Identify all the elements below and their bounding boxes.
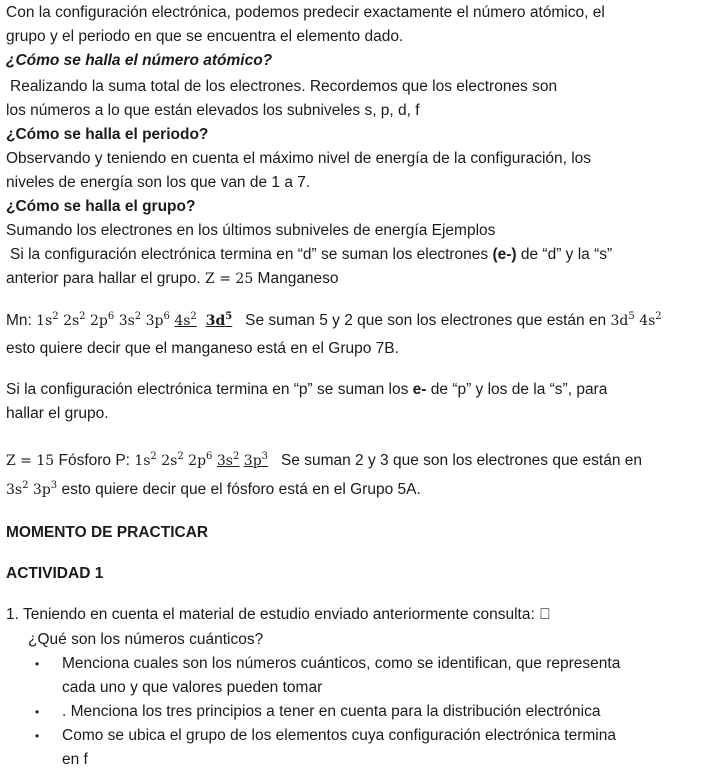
group-line-1: Sumando los electrones en los últimos subniveles de energía Ejemplos xyxy=(6,222,496,239)
atomic-number-heading: ¿Cómo se halla el número atómico? xyxy=(6,52,273,69)
period-heading: ¿Cómo se halla el periodo? xyxy=(6,126,209,143)
p-electron-configuration xyxy=(134,453,268,469)
p-rule-line-2: hallar el grupo. xyxy=(6,405,109,422)
bullet-1-line-1: Menciona cuales son los números cuánticos, como se identifican, que representa xyxy=(62,655,621,672)
bullet-icon: • xyxy=(35,729,40,743)
atomic-line-1: Realizando la suma total de los electrones. Recordemos que los electrones son xyxy=(10,78,558,95)
quantum-question: ¿Qué son los números cuánticos? xyxy=(28,631,264,648)
activity-item-1: 1. Teniendo en cuenta el material de estudio enviado anteriormente consulta: xyxy=(6,606,535,623)
period-line-2: niveles de energía son los que van de 1 a 7. xyxy=(6,174,311,191)
mn-conclusion: esto quiere decir que el manganeso está en el Grupo 7B. xyxy=(6,340,399,357)
d-rule-line-2: anterior para hallar el grupo. Z = 25 Manganeso xyxy=(6,270,339,287)
bullet-icon: • xyxy=(35,705,40,719)
bullet-1-line-2: cada uno y que valores pueden tomar xyxy=(62,679,323,696)
p-sublevel: $1s^2$ xyxy=(134,451,157,469)
p-sublevel-underlined: $3s^2$ xyxy=(216,451,240,469)
bullet-3-line-2: en f xyxy=(62,751,88,768)
period-line-1: Observando y teniendo en cuenta el máximo nivel de energía de la configuración, los xyxy=(6,150,592,167)
p-atomic-number: Z = 15 xyxy=(6,453,55,469)
mn-sublevel-underlined: $4s^2$ xyxy=(174,311,197,329)
mn-atomic-number: Z = 25 xyxy=(205,271,254,287)
atomic-line-2: los números a lo que están elevados los subniveles s, p, d, f xyxy=(6,102,420,119)
p-sublevel-underlined: $3p^3$ xyxy=(243,451,269,469)
mn-sublevel: $3p^6$ xyxy=(145,311,170,329)
mn-electron-configuration xyxy=(36,313,232,329)
bullet-3-line-1: Como se ubica el grupo de los elementos cuya configuración electrónica termina xyxy=(62,727,616,744)
intro-line-1: Con la configuración electrónica, podemos predecir exactamente el número atómico, el xyxy=(6,4,605,21)
mn-sublevel: $1s^2$ xyxy=(36,311,59,329)
bullet-2-line-1: . Menciona los tres principios a tener en cuenta para la distribución electrónica xyxy=(62,703,601,720)
bullet-icon: • xyxy=(35,657,40,671)
d-rule-line-1: Si la configuración electrónica termina en “d” se suman los electrones (e-) de “d” y la “s” xyxy=(10,246,613,263)
p-conclusion-line: $3s^2$ $3p^3$ esto quiere decir que el fósforo está en el Grupo 5A. xyxy=(6,480,421,498)
mn-sublevel-underlined: $3d^5$ xyxy=(205,311,233,329)
practice-heading: MOMENTO DE PRACTICAR xyxy=(6,524,209,541)
p-rule-line-1: Si la configuración electrónica termina en “p” se suman los e- de “p” y los de la “s”, para xyxy=(6,381,608,398)
mn-sublevel: $2s^2$ xyxy=(63,311,86,329)
p-config-line: Z = 15 Fósforo P: $1s^2$ $2s^2$ $2p^6$ $3s^2$ $3p^3$ Se suman 2 y 3 que son los electrones que están en xyxy=(6,451,642,469)
mn-sublevel: $3s^2$ xyxy=(118,311,142,329)
p-sublevel: $2p^6$ xyxy=(188,451,213,469)
p-sublevel: $2s^2$ xyxy=(161,451,184,469)
group-heading: ¿Cómo se halla el grupo? xyxy=(6,198,196,215)
intro-line-2: grupo y el periodo en que se encuentra el elemento dado. xyxy=(6,28,404,45)
activity-heading: ACTIVIDAD 1 xyxy=(6,565,104,582)
mn-config-line: Mn: $1s^2$ $2s^2$ $2p^6$ $3s^2$ $3p^6$ $4s^2$ $3d^5$ Se suman 5 y 2 que son los electrones que están en $3d^5$ $4s^2$ xyxy=(6,311,662,329)
mn-sublevel: $2p^6$ xyxy=(90,311,115,329)
